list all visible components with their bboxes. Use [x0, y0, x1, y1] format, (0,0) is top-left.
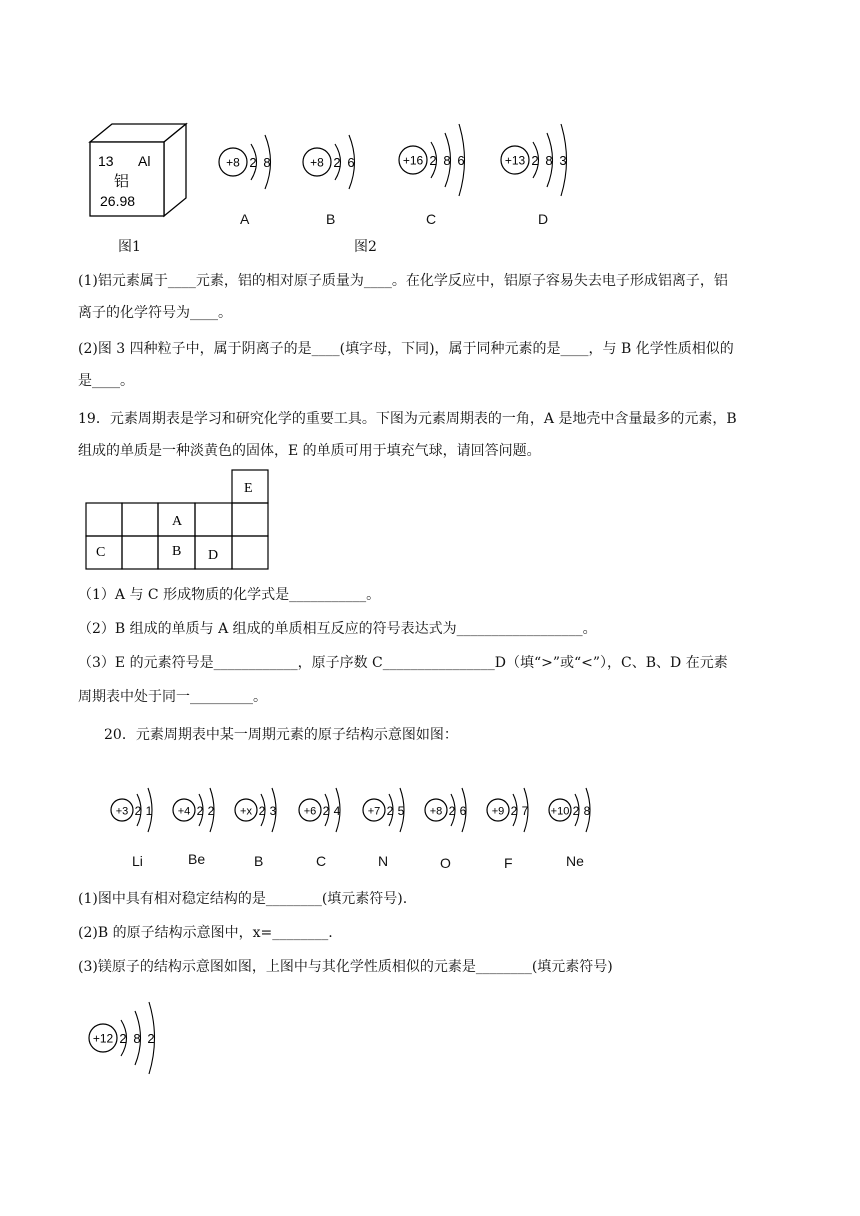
shell-electron-count: 2 — [119, 1031, 127, 1046]
atom-diagram-b — [232, 774, 294, 846]
q20-sub-2: (2)B 的原子结构示意图中，x=________. — [78, 925, 333, 941]
aluminum-element-cube — [84, 120, 194, 228]
cell-e: E — [244, 481, 253, 496]
shell-electron-count: 2 — [448, 804, 456, 818]
cell-d: D — [208, 548, 219, 563]
shell-electron-count: 6 — [347, 155, 355, 170]
q19-line-1: 19．元素周期表是学习和研究化学的重要工具。下图为元素周期表的一角，A 是地壳中含量最多的元素，B — [78, 411, 737, 427]
atom-diagram-o — [422, 774, 484, 846]
q18-line-4: 是____。 — [78, 373, 134, 389]
element-name-n: N — [378, 853, 389, 869]
element-name-li: Li — [132, 853, 143, 869]
shell-electron-count: 2 — [531, 153, 539, 168]
shell-electron-count: 3 — [559, 153, 567, 168]
q18-line-2: 离子的化学符号为____。 — [78, 305, 232, 321]
shell-electron-count: 2 — [386, 804, 394, 818]
shell-electron-count: 2 — [258, 804, 266, 818]
q19-line-2: 组成的单质是一种淡黄色的固体，E 的单质可用于填充气球，请回答问题。 — [78, 443, 541, 459]
shell-electron-count: 6 — [459, 804, 467, 818]
shell-electron-count: 6 — [457, 153, 465, 168]
element-name-ne: Ne — [566, 853, 584, 869]
figure-1-label: 图1 — [118, 239, 141, 255]
nucleus-charge: +3 — [115, 805, 129, 818]
shell-electron-count: 3 — [269, 804, 277, 818]
shell-electron-count: 8 — [583, 804, 591, 818]
shell-electron-count: 2 — [134, 804, 142, 818]
nucleus-charge: +4 — [177, 805, 191, 818]
q19-sub-1: （1）A 与 C 形成物质的化学式是___________。 — [78, 587, 381, 603]
q19-sub-4: 周期表中处于同一_________。 — [78, 689, 267, 705]
atom-label-b: B — [326, 211, 336, 227]
q20-sub-1: (1)图中具有相对稳定结构的是________(填元素符号). — [78, 891, 408, 907]
atom-diagram-c — [396, 110, 496, 210]
shell-electron-count: 2 — [429, 153, 437, 168]
atom-diagram-be — [170, 774, 232, 846]
cell-b: B — [172, 544, 182, 559]
shell-electron-count: 8 — [443, 153, 451, 168]
shell-electron-count: 2 — [333, 155, 341, 170]
q18-line-1: (1)铝元素属于____元素，铝的相对原子质量为____。在化学反应中，铝原子容易失去电子形成铝离子，铝 — [78, 273, 728, 289]
cell-c: C — [96, 545, 106, 560]
shell-electron-count: 2 — [207, 804, 215, 818]
shell-electron-count: 2 — [249, 155, 257, 170]
element-name-be: Be — [188, 851, 206, 867]
nucleus-charge: +16 — [402, 153, 424, 168]
cell-a: A — [172, 514, 183, 529]
nucleus-charge: +10 — [550, 805, 570, 818]
nucleus-charge: +7 — [367, 805, 381, 818]
atom-diagram-ne — [546, 774, 612, 846]
element-name-c: C — [316, 853, 327, 869]
element-name-b: B — [254, 853, 264, 869]
atom-diagram-n — [360, 774, 422, 846]
shell-electron-count: 2 — [572, 804, 580, 818]
atom-label-a: A — [240, 211, 250, 227]
shell-electron-count: 8 — [545, 153, 553, 168]
shell-electron-count: 8 — [263, 155, 271, 170]
shell-electron-count: 2 — [510, 804, 518, 818]
nucleus-charge: +x — [240, 805, 252, 818]
atom-diagram-a — [216, 122, 296, 202]
nucleus-charge: +13 — [504, 153, 526, 168]
shell-electron-count: 4 — [333, 804, 341, 818]
nucleus-charge: +9 — [491, 805, 505, 818]
q19-sub-3: （3）E 的元素符号是____________，原子序数 C________________D（填“>”或“<”），C、B、D 在元素 — [78, 655, 728, 671]
nucleus-charge: +12 — [92, 1031, 114, 1046]
atom-diagram-b — [300, 122, 380, 202]
shell-electron-count: 7 — [521, 804, 529, 818]
element-name-f: F — [504, 855, 513, 871]
element-name-o: O — [440, 855, 451, 871]
nucleus-charge: +6 — [303, 805, 317, 818]
element-symbol: Al — [138, 153, 151, 169]
shell-electron-count: 8 — [133, 1031, 141, 1046]
q20-sub-3: (3)镁原子的结构示意图如图，上图中与其化学性质相似的元素是________(填元素符号) — [78, 959, 613, 975]
atom-diagram-li — [108, 774, 170, 846]
atom-diagram-c — [296, 774, 358, 846]
atom-label-c: C — [426, 211, 437, 227]
atomic-mass: 26.98 — [100, 193, 136, 209]
nucleus-charge: +8 — [310, 155, 324, 170]
shell-electron-count: 2 — [196, 804, 204, 818]
periodic-table-corner — [84, 468, 274, 572]
magnesium-atom-diagram — [86, 988, 186, 1088]
atom-diagram-d — [498, 110, 598, 210]
element-name: 铝 — [114, 173, 130, 190]
q18-line-3: (2)图 3 四种粒子中，属于阴离子的是____(填字母，下同)，属于同种元素的是____，与 B 化学性质相似的 — [78, 341, 734, 357]
atom-diagram-f — [484, 774, 546, 846]
shell-electron-count: 2 — [322, 804, 330, 818]
atomic-number: 13 — [98, 153, 114, 169]
nucleus-charge: +8 — [226, 155, 240, 170]
shell-electron-count: 2 — [147, 1031, 155, 1046]
q19-sub-2: （2）B 组成的单质与 A 组成的单质相互反应的符号表达式为__________________。 — [78, 621, 597, 637]
atom-label-d: D — [538, 211, 549, 227]
nucleus-charge: +8 — [429, 805, 443, 818]
shell-electron-count: 5 — [397, 804, 405, 818]
figure-2-label: 图2 — [354, 239, 377, 255]
q20-title: 20．元素周期表中某一周期元素的原子结构示意图如图： — [104, 727, 458, 743]
shell-electron-count: 1 — [145, 804, 153, 818]
